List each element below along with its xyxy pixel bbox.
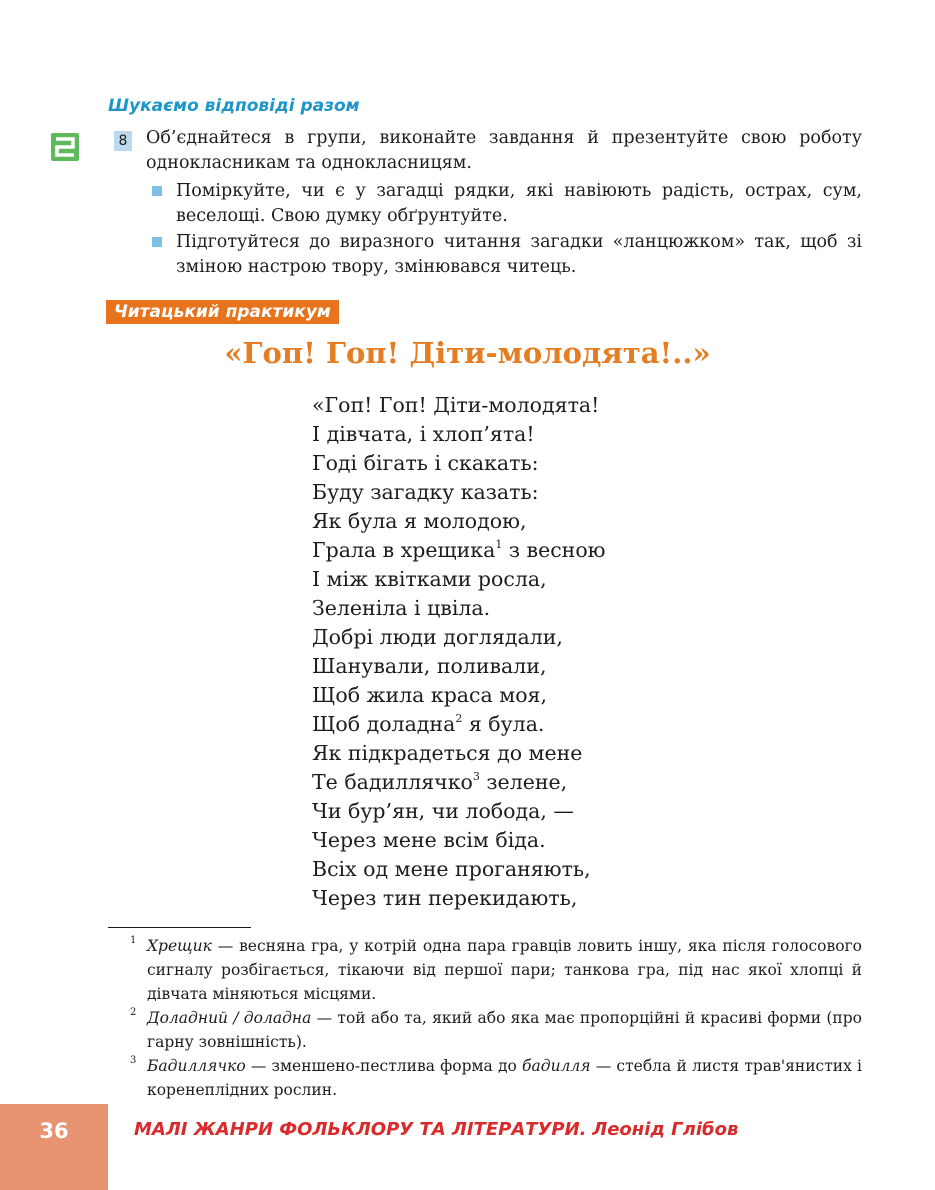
footnote-number: 3 <box>130 1055 137 1066</box>
footnote-term: Хрещик <box>147 937 212 955</box>
poem-line: Грала в хрещика$^1$ з весною <box>312 538 606 562</box>
bullet-square-icon <box>152 237 162 247</box>
section-heading: Шукаємо відповіді разом <box>108 96 360 116</box>
footnote-term: Доладний / доладна <box>147 1009 312 1027</box>
page-number: 36 <box>39 1119 69 1143</box>
poem-line: Через мене всім біда. <box>312 828 546 852</box>
footnote <box>130 1054 862 1102</box>
page-number-box <box>0 1104 108 1190</box>
footnote-text: — весняна гра, у котрій одна пара гравців ловить іншу, яка після голосового сигналу розбігається, тікаючи від першої пари; танкова гра, під нас якої хлопці й дівчата міняються місцями. <box>147 937 862 1003</box>
poem-line: Добрі люди доглядали, <box>312 625 563 649</box>
running-head-author: Леонід Глібов <box>592 1119 739 1140</box>
poem-line: Те бадиллячко$^3$ зелене, <box>312 770 568 794</box>
poem-line: Через тин перекидають, <box>312 886 578 910</box>
poem-line: Як підкрадеться до мене <box>312 741 583 765</box>
poem-line: «Гоп! Гоп! Діти-молодята! <box>312 393 600 417</box>
poem-line: Буду загадку казать: <box>312 480 539 504</box>
poem-line: Щоб доладна$^2$ я була. <box>312 712 545 736</box>
poem-line: Чи бур’ян, чи лобода, — <box>312 799 574 823</box>
footnote-text: — зменшено-пестлива форма до <box>245 1057 523 1075</box>
poem-line: Як була я молодою, <box>312 509 527 533</box>
footnote-ref[interactable]: 2 <box>455 712 463 725</box>
bullet-text: Підготуйтеся до виразного читання загадки «ланцюжком» так, щоб зі зміною настрою твору, змінювався читець. <box>176 232 862 277</box>
footnote <box>130 934 862 1006</box>
footnote-text: — стебла й листя трав'янистих і коренеплідних рослин. <box>147 1057 862 1099</box>
poem-line: Шанували, поливали, <box>312 654 547 678</box>
poem-title: «Гоп! Гоп! Діти-молодята!..» <box>224 336 711 370</box>
task-text: Об’єднайтеся в групи, виконайте завдання й презентуйте свою роботу однокласникам та однокласницям. <box>146 128 862 173</box>
practicum-label: Читацький практикум <box>106 300 339 324</box>
poem-line: Зеленіла і цвіла. <box>312 596 491 620</box>
group-work-icon <box>51 133 79 161</box>
task-bullet <box>150 230 862 280</box>
poem-line: Годі бігать і скакать: <box>312 451 539 475</box>
poem-line: І між квітками росла, <box>312 567 547 591</box>
running-head <box>134 1119 738 1140</box>
footnote-number: 1 <box>130 935 137 946</box>
poem-line: Щоб жила краса моя, <box>312 683 547 707</box>
bullet-square-icon <box>152 186 162 196</box>
footnote <box>130 1006 862 1054</box>
footnote-text: — той або та, який або яка має пропорційні й красиві форми (про гарну зовнішність). <box>147 1009 862 1051</box>
footnote-term: Бадиллячко <box>147 1057 246 1075</box>
footnote-number: 2 <box>130 1007 137 1018</box>
footnote-divider <box>108 927 251 928</box>
task-number: 8 <box>114 131 132 151</box>
poem-line: І дівчата, і хлоп’ята! <box>312 422 535 446</box>
footnote-ref[interactable]: 3 <box>472 770 480 783</box>
footnote-ref[interactable]: 1 <box>495 538 503 551</box>
footnote-term: бадилля <box>522 1057 591 1075</box>
task-bullet <box>150 179 862 229</box>
running-head-section: МАЛІ ЖАНРИ ФОЛЬКЛОРУ ТА ЛІТЕРАТУРИ. <box>134 1119 587 1140</box>
poem-line: Всіх од мене проганяють, <box>312 857 591 881</box>
poem-text <box>312 391 606 913</box>
bullet-text: Поміркуйте, чи є у загадці рядки, які навіюють радість, острах, сум, веселощі. Свою думку обґрунтуйте. <box>176 181 862 226</box>
